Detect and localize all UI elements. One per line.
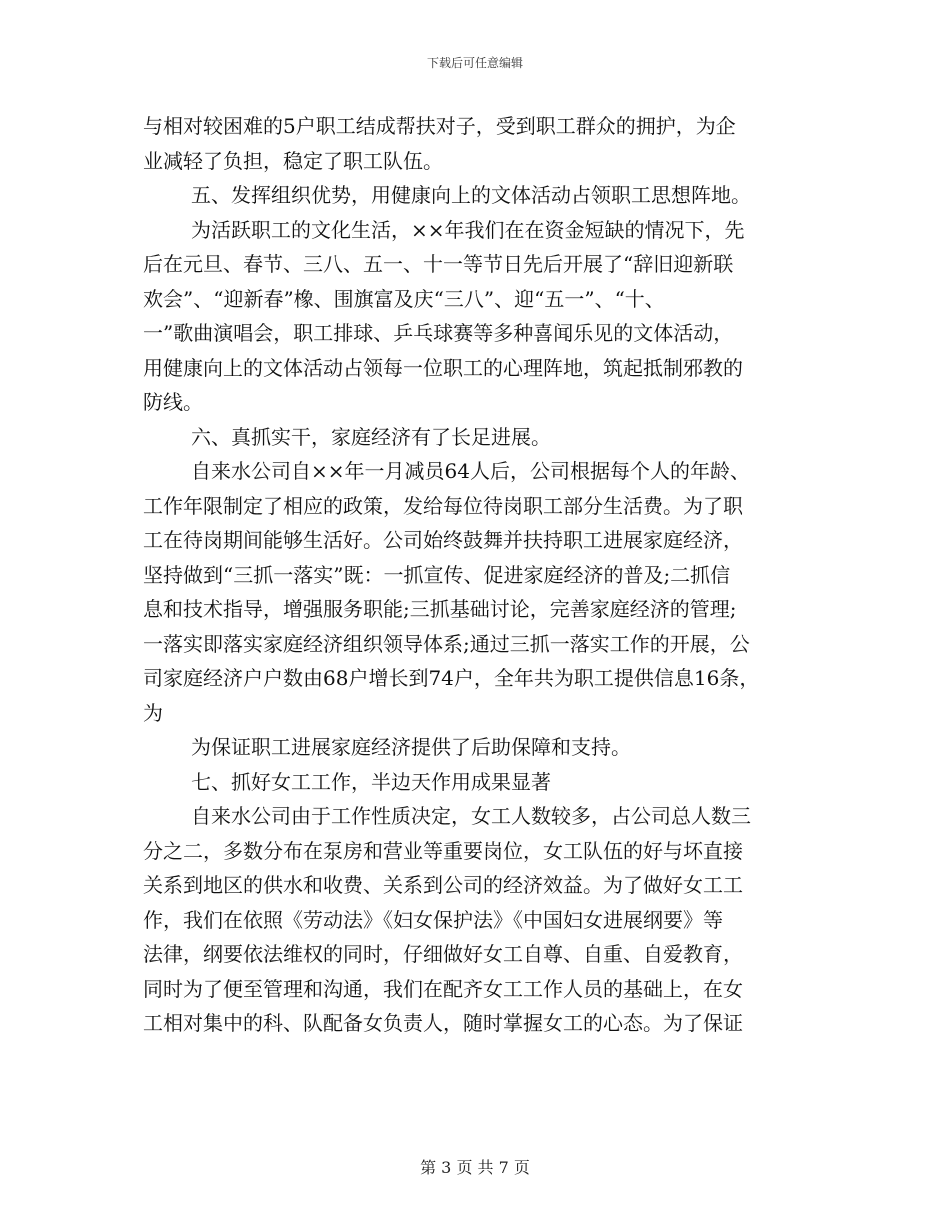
section-heading: 五、发挥组织优势，用健康向上的文体活动占领职工思想阵地。 [191,183,751,207]
text-line: 坚持做到“三抓一落实”既：一抓宣传、促进家庭经济的普及;二抓信 [143,562,731,587]
text-line: 自来水公司自××年一月减员64人后，公司根据每个人的年龄、 [191,459,750,483]
text-line: 法律，纲要依法维权的同时，仔细做好女工自尊、自重、自爱教育， [143,942,743,966]
text-line: 工在待岗期间能够生活好。公司始终鼓舞并扶持职工进展家庭经济， [143,528,743,552]
text-line: 工作年限制定了相应的政策，发给每位待岗职工部分生活费。为了职 [143,493,743,518]
section-heading: 七、抓好女工工作，半边天作用成果显著 [191,769,551,794]
text-line: 为保证职工进展家庭经济提供了后助保障和支持。 [191,735,631,759]
text-line: 一落实即落实家庭经济组织领导体系;通过三抓一落实工作的开展，公 [143,631,750,656]
text-line: 为 [143,700,163,725]
text-line: 一”歌曲演唱会，职工排球、乒乓球赛等多种喜闻乐见的文体活动， [143,321,734,345]
text-line: 后在元旦、春节、三八、五一、十一等节日先后开展了“辞旧迎新联 [143,252,734,276]
document-body [143,109,823,1041]
text-line: 作，我们在依照《劳动法》《妇女保护法》《中国妇女进展纲要》等 [143,907,723,932]
page-header: 下载后可任意编辑 [426,56,523,70]
page-footer: 第 3 页 共 7 页 [420,1158,530,1177]
text-line: 关系到地区的供水和收费、关系到公司的经济效益。为了做好女工工 [143,873,743,897]
text-line: 司家庭经济户户数由68户增长到74户，全年共为职工提供信息16条， [143,666,760,690]
text-line: 与相对较困难的5户职工结成帮扶对子，受到职工群众的拥护，为企 [143,114,736,138]
text-line: 用健康向上的文体活动占领每一位职工的心理阵地，筑起抵制邪教的 [143,355,743,380]
section-heading: 六、真抓实干，家庭经济有了长足进展。 [191,424,551,449]
text-line: 为活跃职工的文化生活，××年我们在在资金短缺的情况下，先 [191,217,745,242]
text-line: 自来水公司由于工作性质决定，女工人数较多，占公司总人数三 [191,804,751,828]
text-line: 息和技术指导，增强服务职能;三抓基础讨论，完善家庭经济的管理; [143,597,737,621]
text-line: 分之二，多数分布在泵房和营业等重要岗位，女工队伍的好与坏直接 [143,838,743,863]
text-line: 同时为了便至管理和沟通，我们在配齐女工工作人员的基础上，在女 [143,976,743,1001]
text-line: 欢会”、“迎新春”橡、围旗富及庆“三八”、迎“五一”、“十、 [143,286,665,311]
text-line: 防线。 [143,390,203,414]
text-line: 工相对集中的科、队配备女负责人，随时掌握女工的心态。为了保证 [143,1011,743,1035]
text-line: 业减轻了负担，稳定了职工队伍。 [143,148,443,173]
